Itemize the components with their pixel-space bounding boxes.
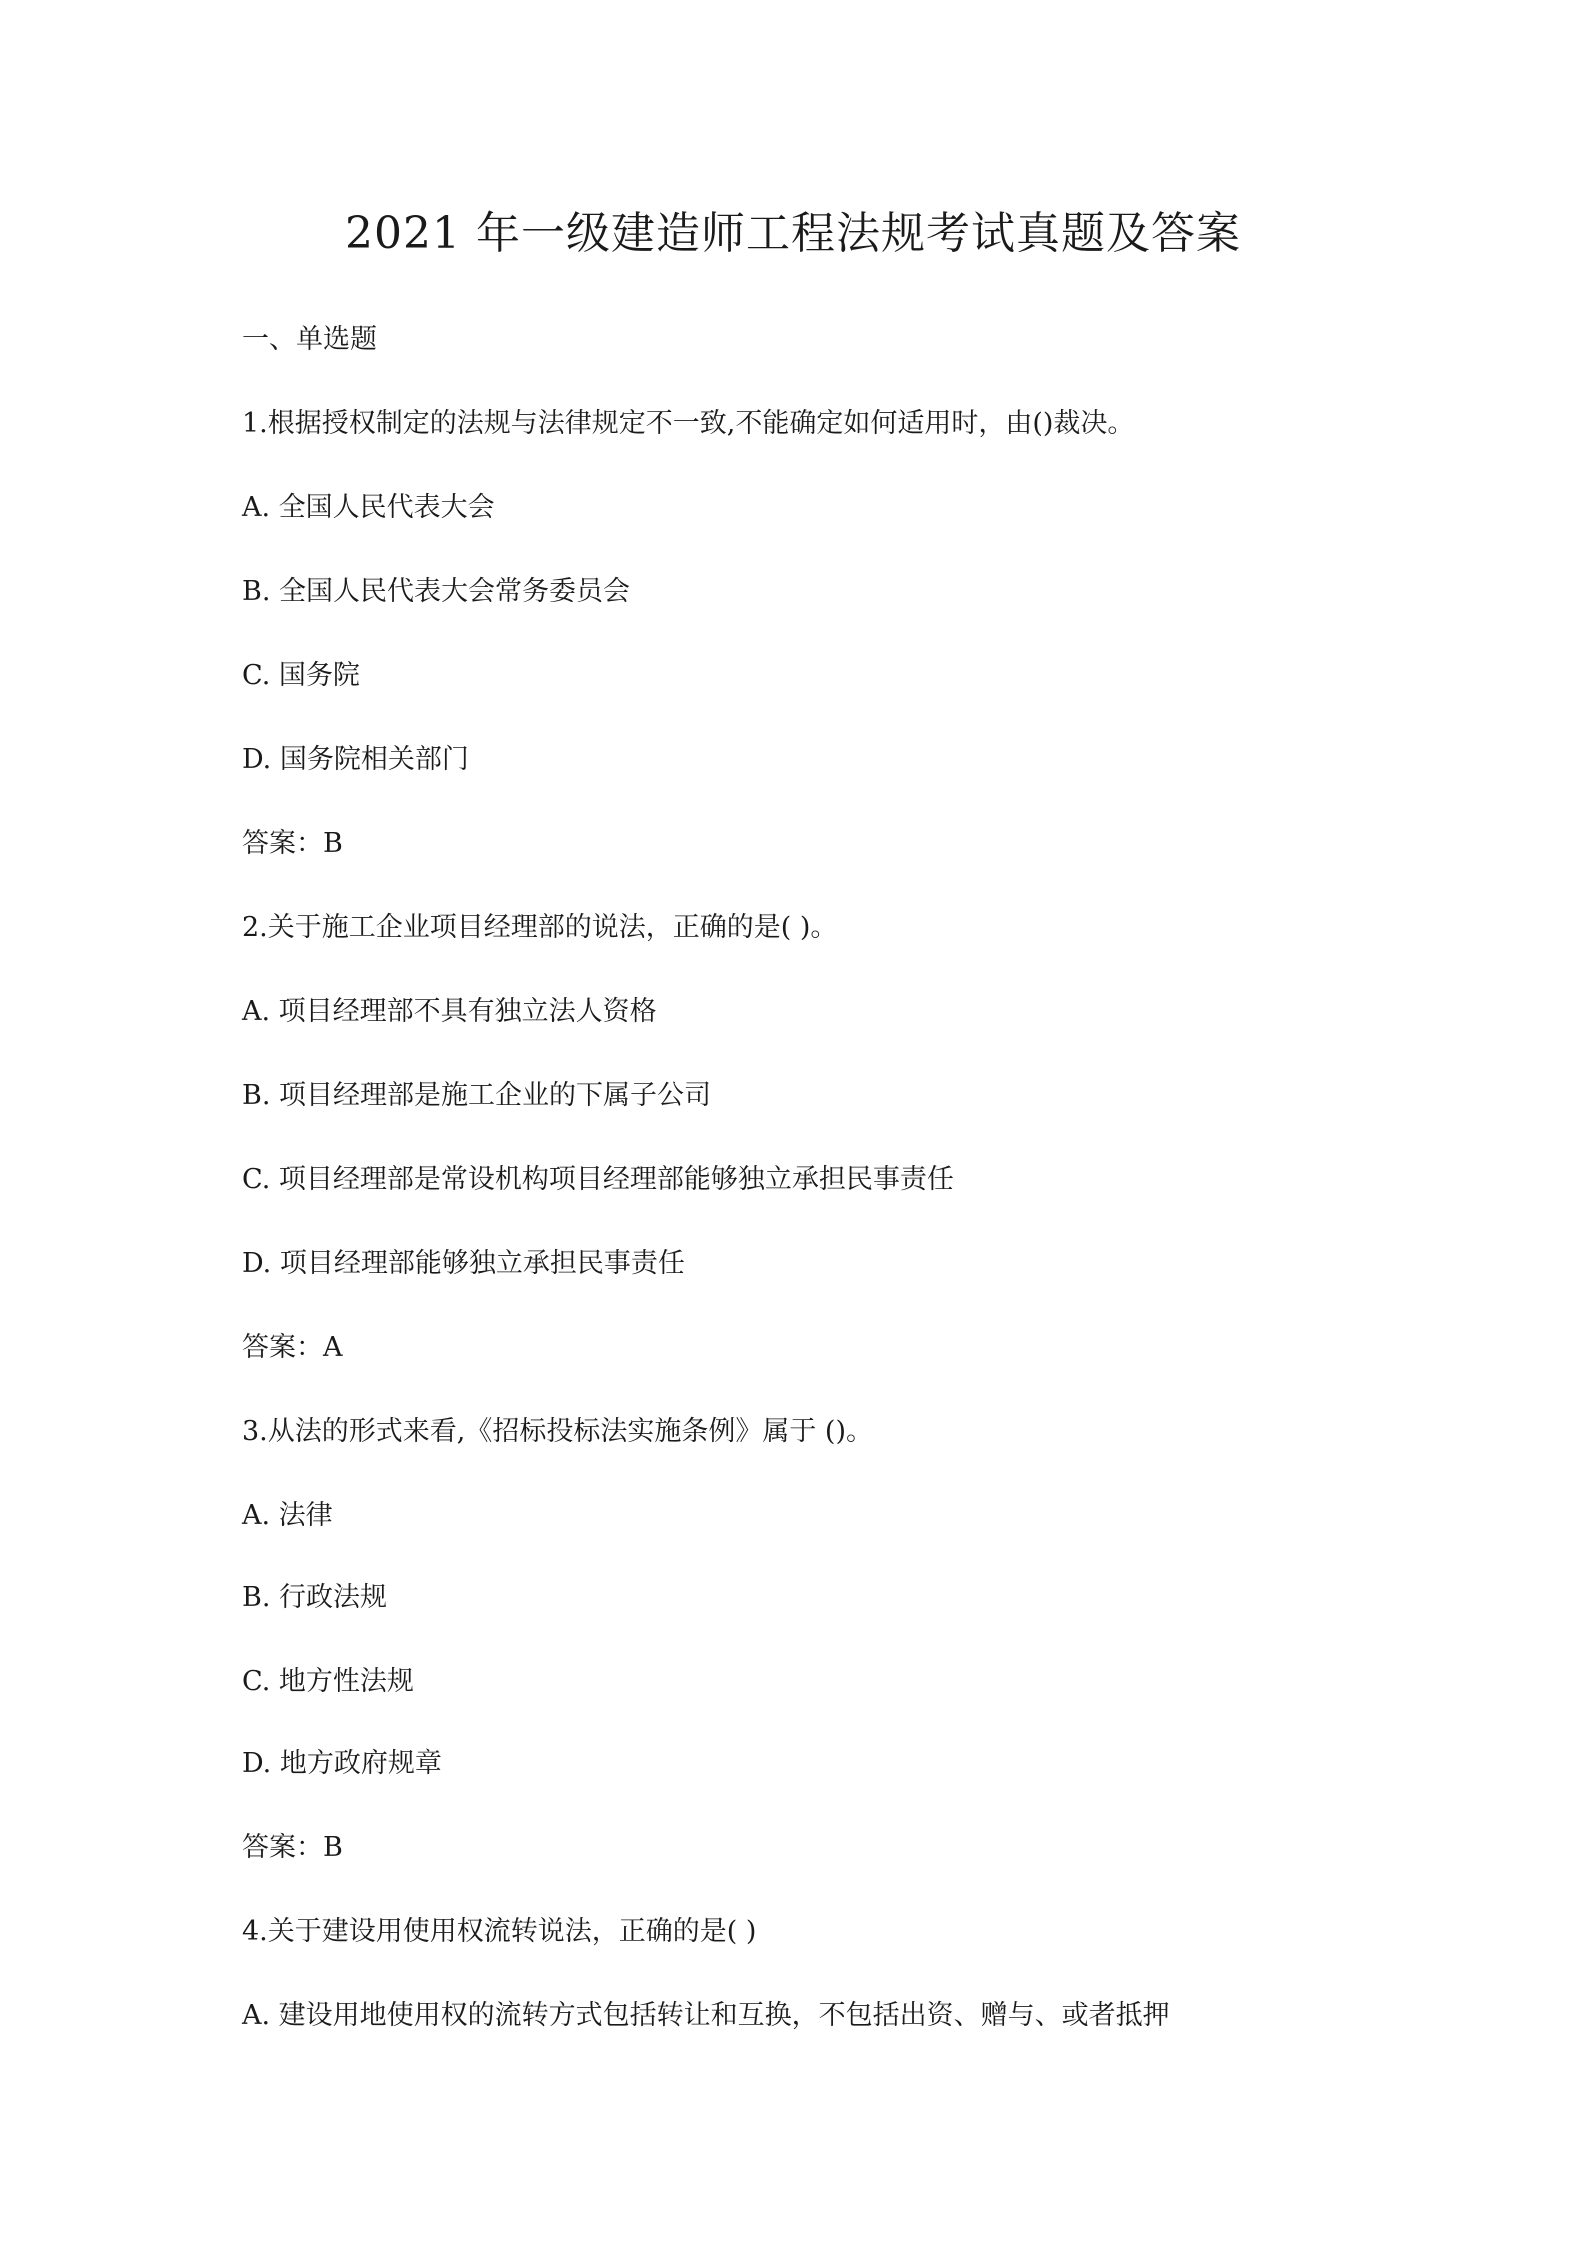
- question-1-stem: 1.根据授权制定的法规与法律规定不一致,不能确定如何适用时，由()裁决。: [242, 408, 1135, 439]
- question-3-option-a: A. 法律: [242, 1500, 333, 1531]
- question-2-option-b: B. 项目经理部是施工企业的下属子公司: [242, 1080, 712, 1111]
- document-title: 2021 年一级建造师工程法规考试真题及答案: [345, 208, 1241, 259]
- question-4-stem: 4.关于建设用使用权流转说法，正确的是( ): [242, 1916, 757, 1947]
- question-3-stem: 3.从法的形式来看,《招标投标法实施条例》属于 ()。: [242, 1416, 873, 1447]
- question-1-answer: 答案：B: [242, 828, 343, 859]
- question-3-option-d: D. 地方政府规章: [242, 1748, 442, 1779]
- question-2-option-a: A. 项目经理部不具有独立法人资格: [242, 996, 657, 1027]
- question-4-option-a: A. 建设用地使用权的流转方式包括转让和互换，不包括出资、赠与、或者抵押: [242, 2000, 1170, 2031]
- question-2-option-d: D. 项目经理部能够独立承担民事责任: [242, 1248, 685, 1279]
- section-heading: 一、单选题: [242, 324, 377, 355]
- question-3-option-b: B. 行政法规: [242, 1582, 388, 1613]
- question-2-stem: 2.关于施工企业项目经理部的说法，正确的是( )。: [242, 912, 838, 943]
- question-1-option-d: D. 国务院相关部门: [242, 744, 469, 775]
- question-2-option-c: C. 项目经理部是常设机构项目经理部能够独立承担民事责任: [242, 1164, 954, 1195]
- question-1-option-b: B. 全国人民代表大会常务委员会: [242, 576, 631, 607]
- question-2-answer: 答案：A: [242, 1332, 343, 1363]
- question-3-option-c: C. 地方性法规: [242, 1666, 414, 1697]
- question-3-answer: 答案：B: [242, 1832, 343, 1863]
- question-1-option-a: A. 全国人民代表大会: [242, 492, 495, 523]
- question-1-option-c: C. 国务院: [242, 660, 360, 691]
